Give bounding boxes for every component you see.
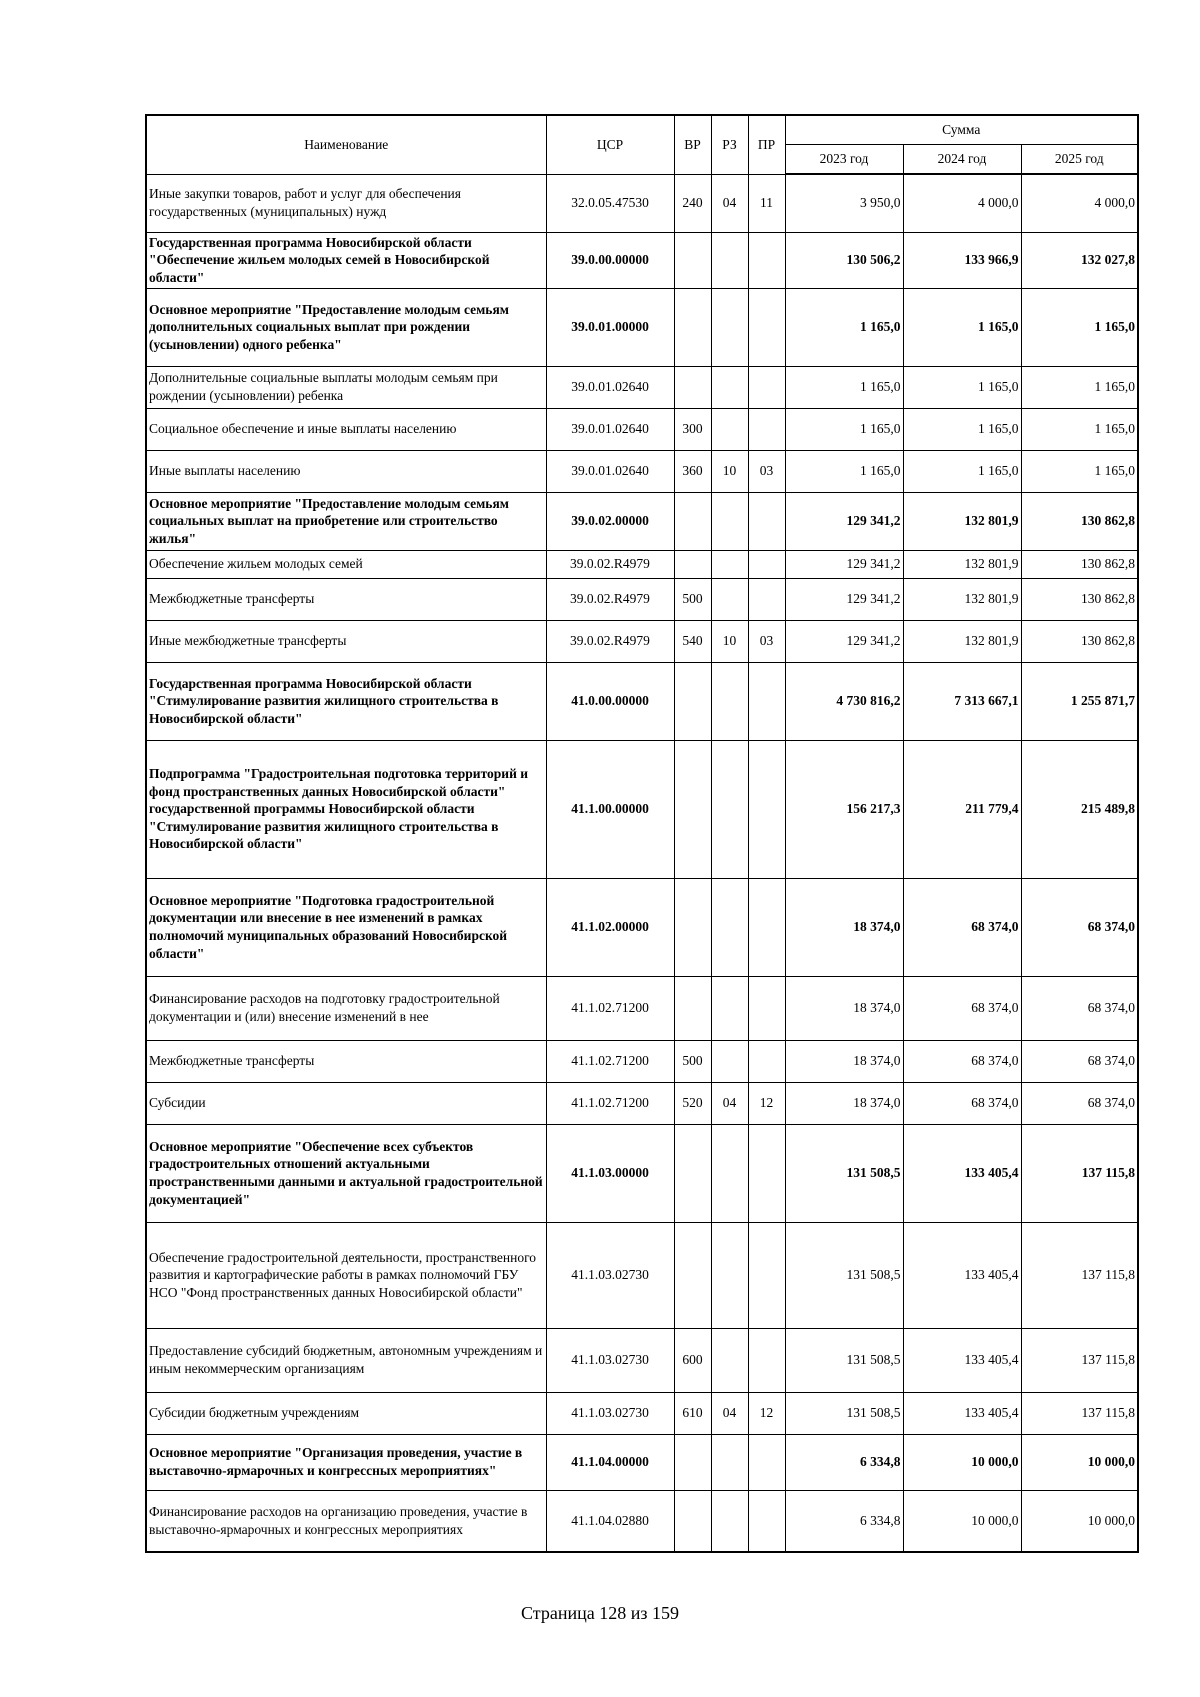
table-row — [146, 492, 1138, 550]
cell-name: Субсидии бюджетным учреждениям — [146, 1392, 546, 1434]
cell-y2025: 130 862,8 — [1021, 492, 1138, 550]
cell-rz — [711, 408, 748, 450]
cell-vr — [674, 550, 711, 578]
cell-y2024: 68 374,0 — [903, 1040, 1021, 1082]
cell-vr — [674, 976, 711, 1040]
cell-csr: 39.0.01.00000 — [546, 288, 674, 366]
cell-y2025: 68 374,0 — [1021, 878, 1138, 976]
table-row — [146, 174, 1138, 232]
cell-y2024: 10 000,0 — [903, 1490, 1021, 1552]
cell-y2024: 133 405,4 — [903, 1222, 1021, 1328]
cell-rz — [711, 288, 748, 366]
table-header — [146, 115, 1138, 174]
table-row — [146, 1124, 1138, 1222]
cell-csr: 32.0.05.47530 — [546, 174, 674, 232]
cell-y2024: 133 405,4 — [903, 1392, 1021, 1434]
cell-pr: 12 — [748, 1082, 785, 1124]
cell-pr — [748, 408, 785, 450]
table-row — [146, 1392, 1138, 1434]
table-row — [146, 578, 1138, 620]
cell-y2025: 1 255 871,7 — [1021, 662, 1138, 740]
cell-vr — [674, 1124, 711, 1222]
cell-csr: 39.0.02.R4979 — [546, 620, 674, 662]
cell-y2024: 10 000,0 — [903, 1434, 1021, 1490]
cell-rz — [711, 976, 748, 1040]
cell-rz — [711, 1490, 748, 1552]
table-row — [146, 976, 1138, 1040]
cell-csr: 39.0.01.02640 — [546, 366, 674, 408]
cell-y2024: 1 165,0 — [903, 288, 1021, 366]
cell-name: Основное мероприятие "Предоставление молодым семьям социальных выплат на приобретение или строительство жилья" — [146, 492, 546, 550]
cell-pr — [748, 578, 785, 620]
cell-vr: 610 — [674, 1392, 711, 1434]
cell-csr: 41.1.03.02730 — [546, 1222, 674, 1328]
cell-y2025: 130 862,8 — [1021, 578, 1138, 620]
cell-name: Иные выплаты населению — [146, 450, 546, 492]
table-row — [146, 408, 1138, 450]
header-csr: ЦСР — [546, 115, 674, 174]
cell-y2024: 1 165,0 — [903, 450, 1021, 492]
cell-y2024: 132 801,9 — [903, 492, 1021, 550]
cell-vr — [674, 366, 711, 408]
cell-name: Основное мероприятие "Обеспечение всех субъектов градостроительных отношений актуальными пространственными данными и актуальной градостроительной документацией" — [146, 1124, 546, 1222]
cell-name: Финансирование расходов на подготовку градостроительной документации и (или) внесение изменений в нее — [146, 976, 546, 1040]
cell-y2024: 132 801,9 — [903, 620, 1021, 662]
cell-rz — [711, 1222, 748, 1328]
cell-y2023: 18 374,0 — [785, 1040, 903, 1082]
cell-y2025: 10 000,0 — [1021, 1434, 1138, 1490]
cell-vr — [674, 878, 711, 976]
cell-y2025: 1 165,0 — [1021, 288, 1138, 366]
cell-y2023: 6 334,8 — [785, 1434, 903, 1490]
table-row — [146, 550, 1138, 578]
cell-y2023: 6 334,8 — [785, 1490, 903, 1552]
cell-pr — [748, 1328, 785, 1392]
table-row — [146, 450, 1138, 492]
cell-y2023: 129 341,2 — [785, 550, 903, 578]
cell-rz — [711, 550, 748, 578]
cell-name: Дополнительные социальные выплаты молодым семьям при рождении (усыновлении) ребенка — [146, 366, 546, 408]
header-year-2025: 2025 год — [1021, 145, 1138, 175]
table-row — [146, 288, 1138, 366]
cell-pr — [748, 1040, 785, 1082]
table-row — [146, 366, 1138, 408]
cell-pr — [748, 232, 785, 288]
cell-y2025: 1 165,0 — [1021, 366, 1138, 408]
cell-rz: 10 — [711, 620, 748, 662]
cell-pr — [748, 740, 785, 878]
cell-y2024: 133 405,4 — [903, 1328, 1021, 1392]
cell-y2025: 68 374,0 — [1021, 1040, 1138, 1082]
cell-rz — [711, 232, 748, 288]
cell-vr: 240 — [674, 174, 711, 232]
cell-y2023: 131 508,5 — [785, 1392, 903, 1434]
cell-y2023: 129 341,2 — [785, 578, 903, 620]
cell-pr: 03 — [748, 620, 785, 662]
cell-y2023: 129 341,2 — [785, 492, 903, 550]
cell-y2024: 132 801,9 — [903, 578, 1021, 620]
cell-pr — [748, 492, 785, 550]
cell-rz — [711, 662, 748, 740]
cell-y2023: 18 374,0 — [785, 976, 903, 1040]
cell-y2023: 1 165,0 — [785, 366, 903, 408]
cell-y2025: 68 374,0 — [1021, 976, 1138, 1040]
cell-pr: 03 — [748, 450, 785, 492]
header-name: Наименование — [146, 115, 546, 174]
cell-pr — [748, 288, 785, 366]
cell-y2024: 68 374,0 — [903, 1082, 1021, 1124]
cell-pr — [748, 1434, 785, 1490]
cell-vr — [674, 1434, 711, 1490]
header-sum: Сумма — [785, 115, 1138, 145]
cell-vr: 500 — [674, 578, 711, 620]
cell-y2024: 132 801,9 — [903, 550, 1021, 578]
cell-pr: 11 — [748, 174, 785, 232]
cell-name: Предоставление субсидий бюджетным, автономным учреждениям и иным некоммерческим организациям — [146, 1328, 546, 1392]
cell-y2024: 133 966,9 — [903, 232, 1021, 288]
cell-vr — [674, 492, 711, 550]
cell-rz: 04 — [711, 1082, 748, 1124]
cell-vr: 300 — [674, 408, 711, 450]
cell-vr — [674, 1222, 711, 1328]
cell-csr: 39.0.01.02640 — [546, 450, 674, 492]
cell-y2024: 7 313 667,1 — [903, 662, 1021, 740]
table-row — [146, 232, 1138, 288]
table-row — [146, 1434, 1138, 1490]
cell-pr: 12 — [748, 1392, 785, 1434]
cell-y2023: 1 165,0 — [785, 288, 903, 366]
table-row — [146, 1490, 1138, 1552]
cell-csr: 41.1.02.71200 — [546, 976, 674, 1040]
cell-name: Межбюджетные трансферты — [146, 578, 546, 620]
cell-vr: 540 — [674, 620, 711, 662]
cell-vr: 360 — [674, 450, 711, 492]
cell-pr — [748, 366, 785, 408]
cell-y2025: 215 489,8 — [1021, 740, 1138, 878]
cell-y2024: 4 000,0 — [903, 174, 1021, 232]
cell-csr: 39.0.02.R4979 — [546, 578, 674, 620]
cell-name: Обеспечение жильем молодых семей — [146, 550, 546, 578]
cell-rz — [711, 492, 748, 550]
cell-csr: 41.1.03.02730 — [546, 1392, 674, 1434]
cell-csr: 41.1.00.00000 — [546, 740, 674, 878]
cell-y2024: 68 374,0 — [903, 878, 1021, 976]
cell-pr — [748, 1124, 785, 1222]
cell-y2023: 130 506,2 — [785, 232, 903, 288]
cell-vr — [674, 1490, 711, 1552]
cell-y2024: 1 165,0 — [903, 408, 1021, 450]
cell-y2023: 1 165,0 — [785, 408, 903, 450]
header-year-2023: 2023 год — [785, 145, 903, 175]
table-body — [146, 174, 1138, 1552]
cell-y2023: 131 508,5 — [785, 1124, 903, 1222]
cell-csr: 41.1.02.71200 — [546, 1040, 674, 1082]
cell-y2023: 18 374,0 — [785, 1082, 903, 1124]
cell-y2025: 10 000,0 — [1021, 1490, 1138, 1552]
cell-name: Субсидии — [146, 1082, 546, 1124]
cell-csr: 41.1.02.71200 — [546, 1082, 674, 1124]
cell-name: Иные закупки товаров, работ и услуг для обеспечения государственных (муниципальных) нужд — [146, 174, 546, 232]
cell-y2025: 137 115,8 — [1021, 1124, 1138, 1222]
cell-name: Основное мероприятие "Предоставление молодым семьям дополнительных социальных выплат при рождении (усыновлении) одного ребенка" — [146, 288, 546, 366]
cell-y2025: 1 165,0 — [1021, 408, 1138, 450]
cell-rz — [711, 366, 748, 408]
cell-name: Государственная программа Новосибирской области "Обеспечение жильем молодых семей в Новосибирской области" — [146, 232, 546, 288]
cell-pr — [748, 550, 785, 578]
header-pr: ПР — [748, 115, 785, 174]
cell-vr — [674, 740, 711, 878]
cell-y2024: 133 405,4 — [903, 1124, 1021, 1222]
cell-rz — [711, 878, 748, 976]
cell-y2024: 68 374,0 — [903, 976, 1021, 1040]
cell-rz: 04 — [711, 174, 748, 232]
table-row — [146, 662, 1138, 740]
header-vr: ВР — [674, 115, 711, 174]
cell-y2025: 1 165,0 — [1021, 450, 1138, 492]
cell-csr: 41.1.04.02880 — [546, 1490, 674, 1552]
cell-csr: 41.1.03.02730 — [546, 1328, 674, 1392]
cell-y2023: 131 508,5 — [785, 1328, 903, 1392]
cell-y2025: 130 862,8 — [1021, 620, 1138, 662]
header-year-2024: 2024 год — [903, 145, 1021, 175]
cell-y2023: 129 341,2 — [785, 620, 903, 662]
cell-vr — [674, 662, 711, 740]
cell-y2025: 130 862,8 — [1021, 550, 1138, 578]
cell-name: Основное мероприятие "Подготовка градостроительной документации или внесение в нее изменений в рамках полномочий муниципальных образований Новосибирской области" — [146, 878, 546, 976]
cell-name: Финансирование расходов на организацию проведения, участие в выставочно-ярмарочных и конгрессных мероприятиях — [146, 1490, 546, 1552]
cell-y2024: 1 165,0 — [903, 366, 1021, 408]
table-row — [146, 1082, 1138, 1124]
table-row — [146, 1328, 1138, 1392]
cell-y2024: 211 779,4 — [903, 740, 1021, 878]
cell-name: Государственная программа Новосибирской области "Стимулирование развития жилищного строительства в Новосибирской области" — [146, 662, 546, 740]
cell-vr: 600 — [674, 1328, 711, 1392]
cell-pr — [748, 976, 785, 1040]
cell-name: Основное мероприятие "Организация проведения, участие в выставочно-ярмарочных и конгрессных мероприятиях" — [146, 1434, 546, 1490]
cell-name: Подпрограмма "Градостроительная подготовка территорий и фонд пространственных данных Новосибирской области" государственной программы Новосибирской области "Стимулирование развития жилищного строительства в Новосибирской области" — [146, 740, 546, 878]
cell-pr — [748, 878, 785, 976]
cell-csr: 39.0.02.R4979 — [546, 550, 674, 578]
cell-rz — [711, 1124, 748, 1222]
cell-vr: 500 — [674, 1040, 711, 1082]
cell-y2025: 137 115,8 — [1021, 1222, 1138, 1328]
budget-table — [145, 114, 1139, 1553]
cell-pr — [748, 662, 785, 740]
cell-csr: 41.1.04.00000 — [546, 1434, 674, 1490]
cell-y2023: 4 730 816,2 — [785, 662, 903, 740]
cell-rz — [711, 578, 748, 620]
cell-csr: 41.0.00.00000 — [546, 662, 674, 740]
cell-rz: 10 — [711, 450, 748, 492]
cell-name: Социальное обеспечение и иные выплаты населению — [146, 408, 546, 450]
cell-csr: 39.0.01.02640 — [546, 408, 674, 450]
cell-pr — [748, 1490, 785, 1552]
cell-y2023: 131 508,5 — [785, 1222, 903, 1328]
cell-name: Обеспечение градостроительной деятельности, пространственного развития и картографические работы в рамках полномочий ГБУ НСО "Фонд пространственных данных Новосибирской области" — [146, 1222, 546, 1328]
cell-vr: 520 — [674, 1082, 711, 1124]
table-row — [146, 740, 1138, 878]
cell-name: Межбюджетные трансферты — [146, 1040, 546, 1082]
cell-y2025: 137 115,8 — [1021, 1328, 1138, 1392]
cell-y2023: 1 165,0 — [785, 450, 903, 492]
cell-csr: 41.1.03.00000 — [546, 1124, 674, 1222]
cell-y2023: 3 950,0 — [785, 174, 903, 232]
cell-y2023: 156 217,3 — [785, 740, 903, 878]
cell-y2025: 4 000,0 — [1021, 174, 1138, 232]
cell-csr: 41.1.02.00000 — [546, 878, 674, 976]
cell-y2025: 137 115,8 — [1021, 1392, 1138, 1434]
table-row — [146, 1222, 1138, 1328]
page-number: Страница 128 из 159 — [521, 1603, 679, 1623]
cell-name: Иные межбюджетные трансферты — [146, 620, 546, 662]
cell-y2023: 18 374,0 — [785, 878, 903, 976]
header-rz: РЗ — [711, 115, 748, 174]
cell-y2025: 132 027,8 — [1021, 232, 1138, 288]
cell-rz — [711, 1434, 748, 1490]
cell-vr — [674, 288, 711, 366]
cell-rz — [711, 1328, 748, 1392]
cell-rz — [711, 1040, 748, 1082]
cell-rz — [711, 740, 748, 878]
table-row — [146, 1040, 1138, 1082]
cell-y2025: 68 374,0 — [1021, 1082, 1138, 1124]
table-row — [146, 878, 1138, 976]
cell-pr — [748, 1222, 785, 1328]
cell-csr: 39.0.00.00000 — [546, 232, 674, 288]
cell-rz: 04 — [711, 1392, 748, 1434]
table-row — [146, 620, 1138, 662]
cell-vr — [674, 232, 711, 288]
cell-csr: 39.0.02.00000 — [546, 492, 674, 550]
